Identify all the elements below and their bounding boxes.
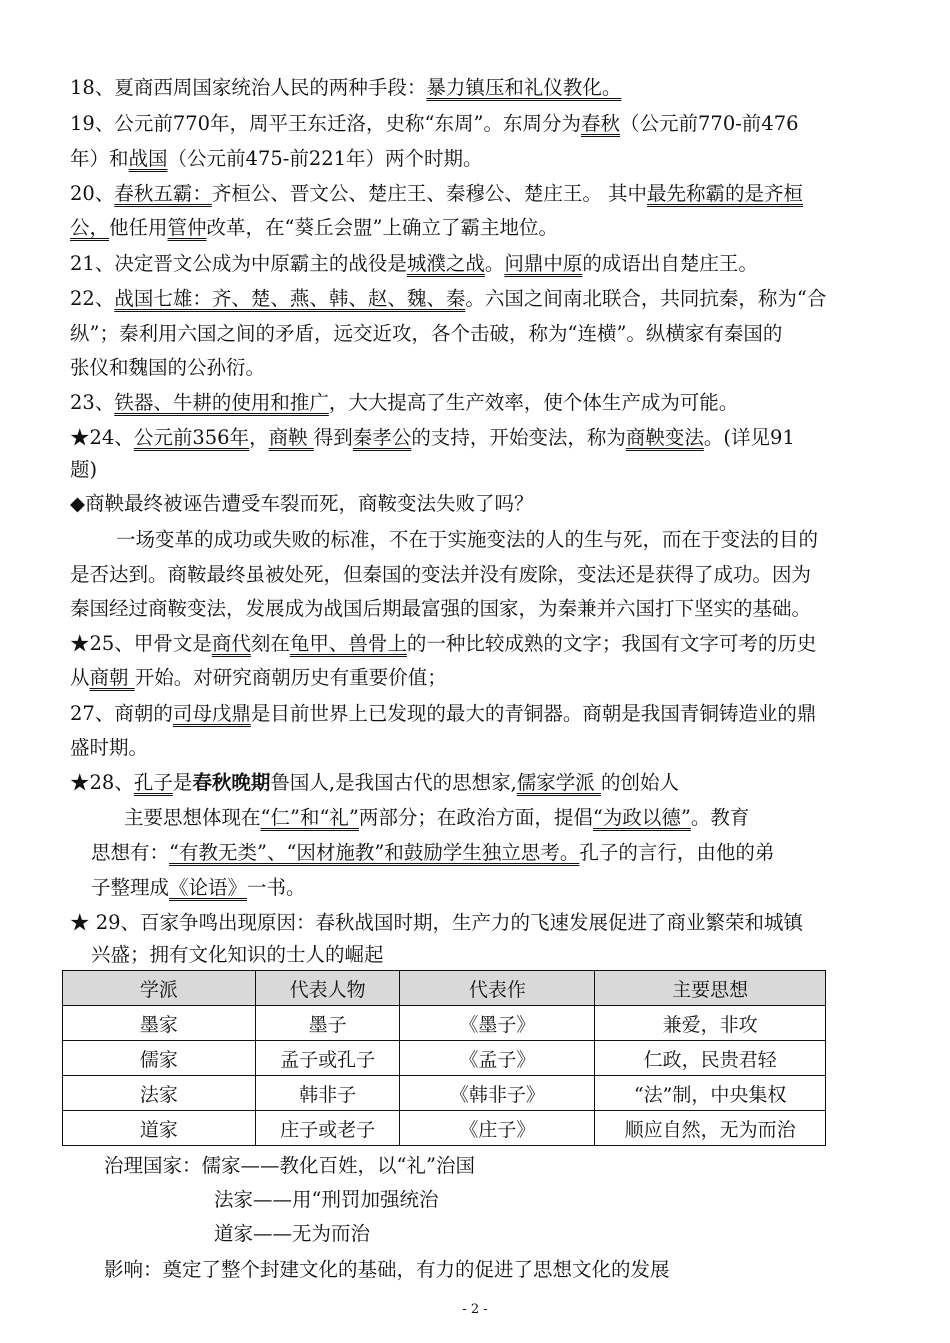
table-cell: 韩非子 — [255, 1076, 400, 1111]
table-cell: 仁政，民贵君轻 — [595, 1041, 826, 1076]
line-28c — [91, 841, 774, 865]
line-27b: 盛时期。 — [70, 736, 149, 759]
table-row — [63, 1111, 826, 1146]
line-18 — [70, 76, 621, 100]
text: 鲁国人,是我国古代的思想家, — [270, 771, 517, 794]
text: ★24、 — [70, 426, 134, 449]
line-20b — [70, 216, 558, 240]
line-29a: ★ 29、百家争鸣出现原因：春秋战国时期，生产力的飞速发展促进了商业繁荣和城镇 — [70, 911, 804, 934]
text: 的创始人 — [600, 771, 679, 794]
table-header-row — [63, 971, 826, 1006]
text: 的成语出自楚庄王。 — [582, 252, 758, 275]
text: ，大大提高了生产效率，使个体生产成为可能。 — [328, 391, 739, 414]
text: 23、 — [70, 391, 115, 414]
table-cell: 庄子或老子 — [255, 1111, 400, 1146]
line-22c: 张仪和魏国的公孙衍。 — [70, 356, 266, 379]
underlined-answer: “为政以德” — [592, 806, 691, 829]
line-governance-2: 法家——用“刑罚加强统治 — [214, 1188, 439, 1211]
line-23 — [70, 391, 738, 415]
text: ★25、甲骨文是 — [70, 632, 212, 655]
text: （公元前475-前221年）两个时期。 — [167, 147, 483, 170]
text: 得到 — [313, 426, 353, 449]
text: 20、 — [70, 182, 115, 205]
text: 思想有： — [91, 841, 170, 864]
line-21 — [70, 252, 758, 276]
underlined-answer: 司母戊鼎 — [172, 702, 251, 725]
line-28b — [124, 806, 749, 830]
underlined-answer: 秦孝公 — [352, 426, 412, 449]
underlined-answer: “仁”和“礼” — [260, 806, 359, 829]
text: 。六国之间南北联合，共同抗秦，称为“合 — [465, 287, 827, 310]
text: 两部分；在政治方面，提倡 — [358, 806, 593, 829]
line-24a — [70, 426, 795, 450]
text: 27、商朝的 — [70, 702, 173, 725]
text: 开始。对研究商朝历史有重要价值； — [134, 666, 447, 689]
underlined-answer: 战国七雄：齐、楚、燕、韩、赵、魏、秦 — [114, 287, 466, 310]
bold-term: 春秋晚期 — [192, 771, 271, 794]
line-20a — [70, 182, 803, 206]
line-22a — [70, 287, 826, 311]
underlined-answer: 《论语》 — [169, 876, 248, 899]
line-24b: 题) — [70, 458, 98, 481]
text: （公元前770-前476 — [620, 112, 799, 135]
underlined-answer: 商朝 — [89, 666, 135, 689]
underlined-answer: 铁器、牛耕的使用和推广 — [114, 391, 329, 414]
line-25a — [70, 632, 816, 656]
underlined-answer: 公元前356年 — [133, 426, 250, 449]
line-27a — [70, 702, 816, 726]
underlined-answer: 公， — [70, 216, 110, 239]
line-28d — [91, 876, 306, 900]
underlined-answer: “有教无类”、“因材施教”和鼓励学生独立思考。 — [169, 841, 580, 864]
text: 22、 — [70, 287, 115, 310]
table-cell: 兼爱，非攻 — [595, 1006, 826, 1041]
text: 。 — [484, 252, 505, 275]
table-cell: 《庄子》 — [400, 1111, 595, 1146]
text: 他任用 — [109, 216, 168, 239]
text: 的支持，开始变法，称为 — [411, 426, 626, 449]
line-governance-3: 道家——无为而治 — [214, 1222, 371, 1245]
underlined-answer: 龟甲、兽骨上 — [289, 632, 407, 655]
table-cell: 道家 — [63, 1111, 256, 1146]
line-para-2: 是否达到。商鞍最终虽被处死，但秦国的变法并没有废除，变法还是获得了成功。因为 — [70, 563, 812, 586]
table-header-cell: 代表人物 — [255, 971, 400, 1006]
text: 子整理成 — [91, 876, 170, 899]
table-cell: 孟子或孔子 — [255, 1041, 400, 1076]
table-cell: “法”制，中央集权 — [595, 1076, 826, 1111]
line-19b — [70, 147, 483, 171]
underlined-answer: 春秋 — [580, 112, 620, 135]
table-row — [63, 1041, 826, 1076]
underlined-answer: 商代 — [211, 632, 251, 655]
underlined-answer: 问鼎中原 — [504, 252, 583, 275]
table-row — [63, 1006, 826, 1041]
underlined-answer: 孔子 — [133, 771, 173, 794]
underlined-answer: 战国 — [128, 147, 168, 170]
line-29b: 兴盛；拥有文化知识的士人的崛起 — [91, 943, 384, 966]
underlined-answer: 暴力镇压和礼仪教化。 — [426, 76, 622, 99]
text: 的一种比较成熟的文字；我国有文字可考的历史 — [406, 632, 817, 655]
table-cell: 《韩非子》 — [400, 1076, 595, 1111]
text: 一书。 — [247, 876, 306, 899]
table-cell: 墨家 — [63, 1006, 256, 1041]
line-28 — [70, 771, 679, 795]
underlined-answer: 最先称霸的是齐桓 — [647, 182, 804, 205]
text: 从 — [70, 666, 90, 689]
line-19a — [70, 112, 799, 136]
table-row — [63, 1076, 826, 1111]
text: 。教育 — [690, 806, 750, 829]
line-question: ◆商鞅最终被诬告遭受车裂而死，商鞍变法失败了吗？ — [70, 492, 534, 515]
text: 。(详见91 — [703, 426, 795, 449]
line-para-3: 秦国经过商鞍变法，发展成为战国后期最富强的国家，为秦兼并六国打下坚实的基础。 — [70, 597, 812, 620]
text: 刻在 — [250, 632, 290, 655]
table-cell: 法家 — [63, 1076, 256, 1111]
text: 年）和 — [70, 147, 129, 170]
table-cell: 《墨子》 — [400, 1006, 595, 1041]
line-influence: 影响：奠定了整个封建文化的基础，有力的促进了思想文化的发展 — [104, 1258, 670, 1281]
text: 是 — [172, 771, 193, 794]
text: 齐桓公、晋文公、楚庄王、秦穆公、楚庄王。 其中 — [211, 182, 648, 205]
schools-table — [62, 970, 826, 1146]
text: 主要思想体现在 — [124, 806, 261, 829]
text: 是目前世界上已发现的最大的青铜器。商朝是我国青铜铸造业的鼎 — [250, 702, 817, 725]
text: ★28、 — [70, 771, 134, 794]
line-22b: 纵”；秦利用六国之间的矛盾，远交近攻，各个击破，称为“连横”。纵横家有秦国的 — [70, 322, 783, 345]
text: 改革，在“葵丘会盟”上确立了霸主地位。 — [206, 216, 558, 239]
text: ， — [249, 426, 269, 449]
line-25b — [70, 666, 447, 690]
underlined-answer: 商鞅 — [268, 426, 314, 449]
text: 18、夏商西周国家统治人民的两种手段： — [70, 76, 427, 99]
text: 21、决定晋文公成为中原霸主的战役是 — [70, 252, 407, 275]
table-cell: 墨子 — [255, 1006, 400, 1041]
underlined-answer: 儒家学派 — [516, 771, 601, 794]
table-header-cell: 学派 — [63, 971, 256, 1006]
line-governance-1: 治理国家：儒家——教化百姓，以“礼”治国 — [104, 1154, 475, 1177]
page-number: - 2 - — [462, 1302, 488, 1317]
underlined-answer: 春秋五霸： — [114, 182, 212, 205]
underlined-answer: 城濮之战 — [406, 252, 485, 275]
table-header-cell: 主要思想 — [595, 971, 826, 1006]
text: 19、公元前770年，周平王东迁洛，史称“东周”。东周分为 — [70, 112, 581, 135]
table-cell: 《孟子》 — [400, 1041, 595, 1076]
underlined-answer: 商鞅变法 — [625, 426, 704, 449]
table-header-cell: 代表作 — [400, 971, 595, 1006]
underlined-answer: 管仲 — [167, 216, 207, 239]
line-para-1: 一场变革的成功或失败的标准，不在于实施变法的人的生与死，而在于变法的目的 — [116, 528, 819, 551]
table-cell: 儒家 — [63, 1041, 256, 1076]
table-cell: 顺应自然，无为而治 — [595, 1111, 826, 1146]
text: 孔子的言行，由他的弟 — [579, 841, 775, 864]
